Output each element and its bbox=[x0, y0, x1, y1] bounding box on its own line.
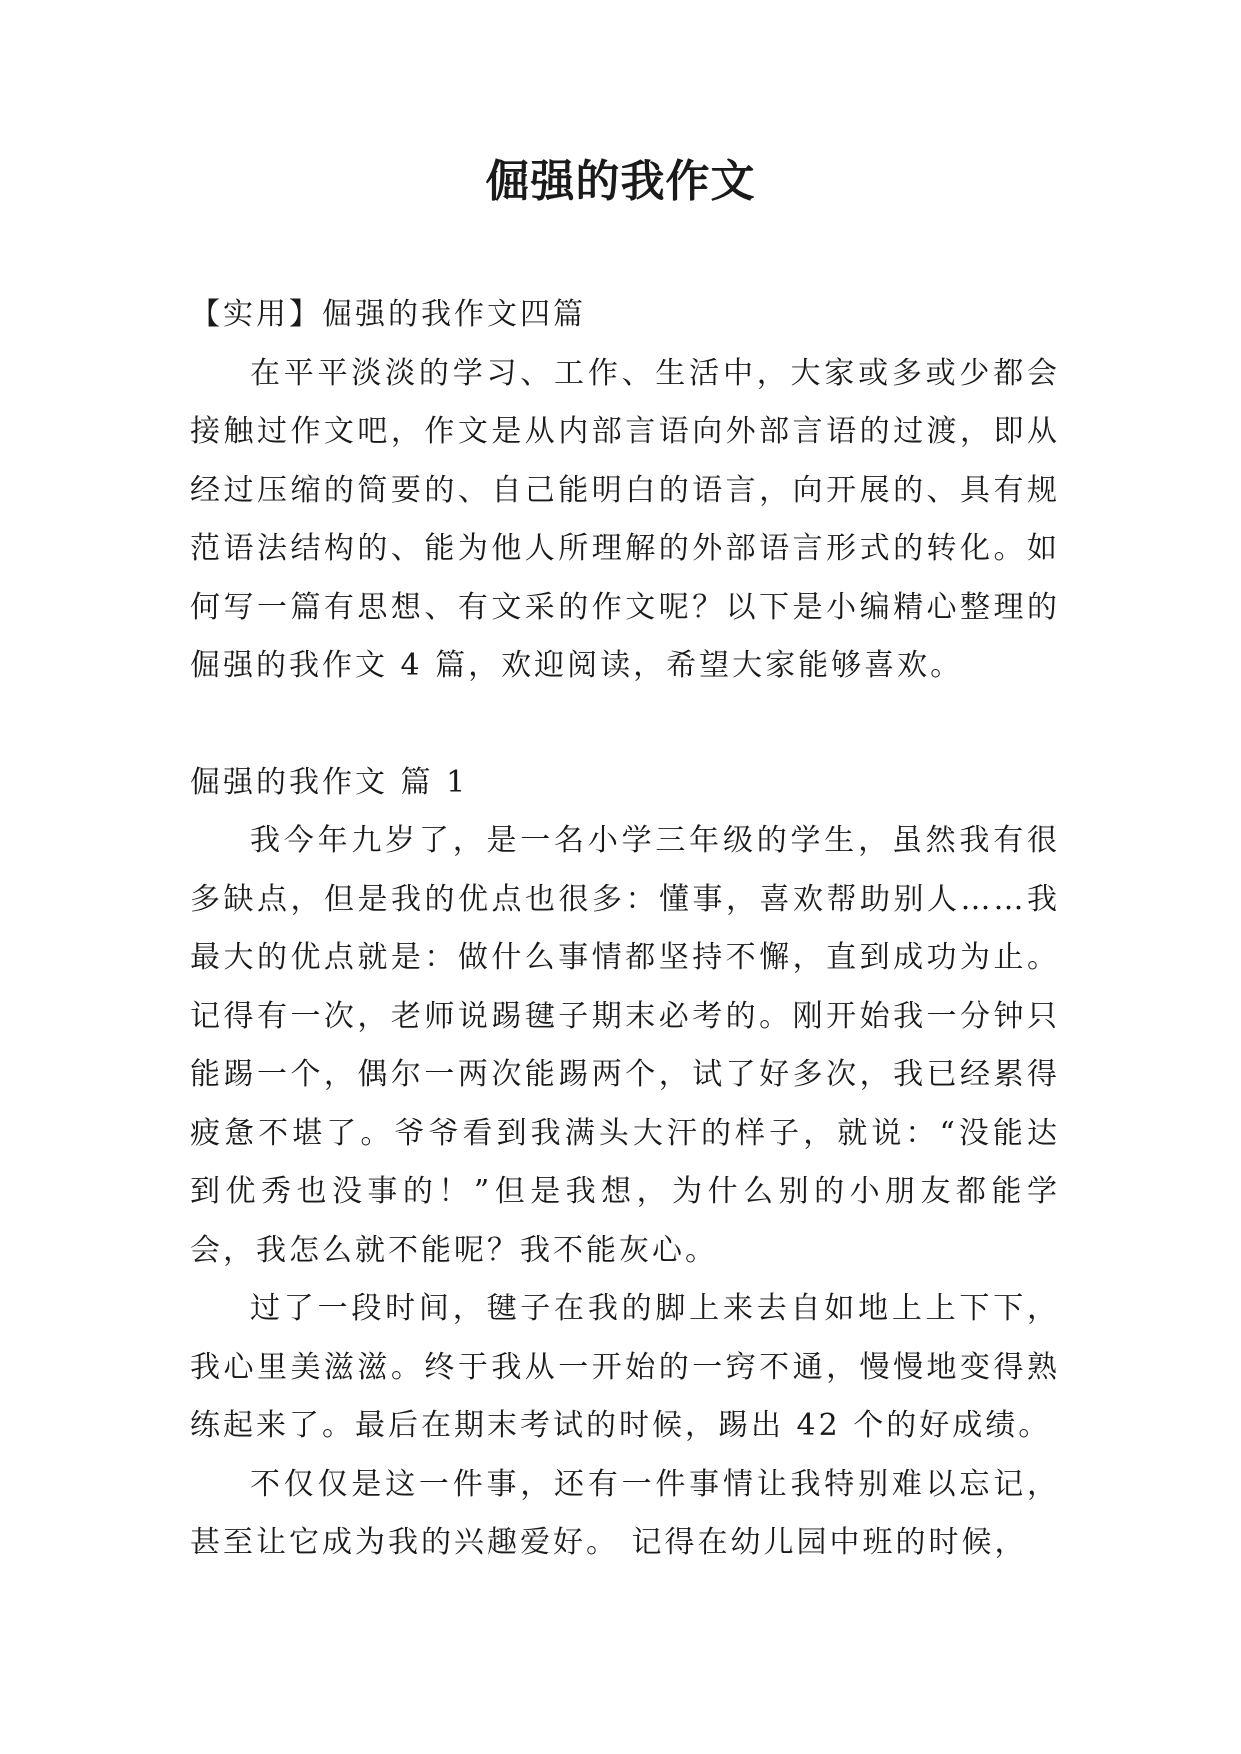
section-spacer bbox=[190, 696, 1060, 754]
intro-paragraph: 在平平淡淡的学习、工作、生活中，大家或多或少都会接触过作文吧，作文是从内部言语向外部言语的过渡，即从经过压缩的简要的、自己能明白的语言，向开展的、具有规范语法结构的、能为他人所理解的外部语言形式的转化。如何写一篇有思想、有文采的作文呢？以下是小编精心整理的倔强的我作文 4 篇，欢迎阅读，希望大家能够喜欢。 bbox=[190, 355, 1060, 683]
document-title: 倔强的我作文 bbox=[485, 156, 756, 207]
document-body bbox=[190, 286, 1060, 1573]
section-heading: 倔强的我作文 篇 1 bbox=[190, 764, 469, 800]
body-paragraph: 不仅仅是这一件事，还有一件事情让我特别难以忘记，甚至让它成为我的兴趣爱好。 记得在幼儿园中班的时候， bbox=[190, 1466, 1060, 1560]
document-subtitle: 【实用】倔强的我作文四篇 bbox=[190, 297, 586, 332]
body-paragraph: 我今年九岁了，是一名小学三年级的学生，虽然我有很多缺点，但是我的优点也很多：懂事，喜欢帮助别人……我最大的优点就是：做什么事情都坚持不懈，直到成功为止。记得有一次，老师说踢毽子期末必考的。刚开始我一分钟只能踢一个，偶尔一两次能踢两个，试了好多次，我已经累得疲惫不堪了。爷爷看到我满头大汗的样子，就说：“没能达到优秀也没事的！”但是我想，为什么别的小朋友都能学会，我怎么就不能呢？我不能灰心。 bbox=[190, 823, 1060, 1268]
body-paragraph: 过了一段时间，毽子在我的脚上来去自如地上上下下，我心里美滋滋。终于我从一开始的一窍不通，慢慢地变得熟练起来了。最后在期末考试的时候，踢出 42 个的好成绩。 bbox=[190, 1291, 1060, 1443]
